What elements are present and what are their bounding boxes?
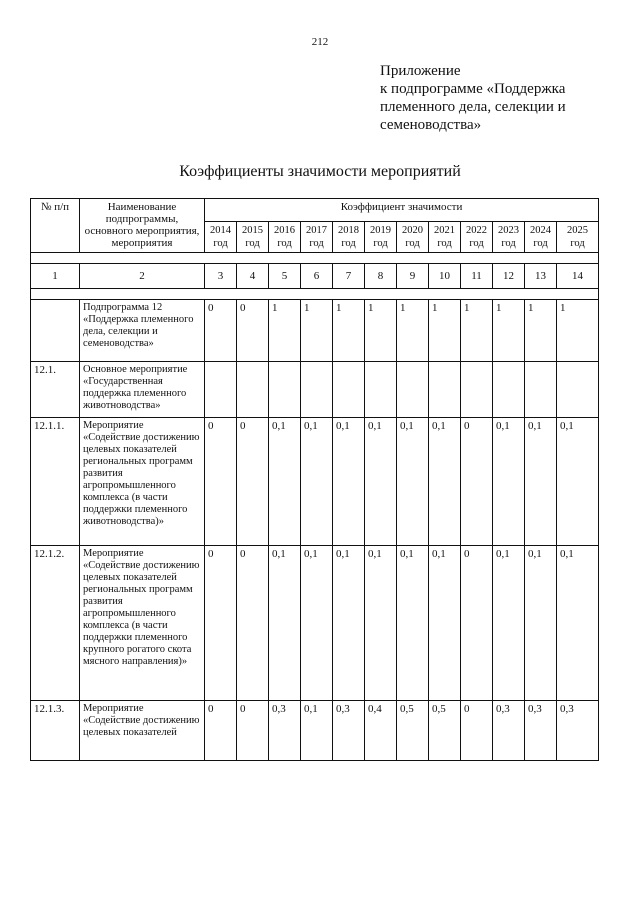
coefficient-value: 0,3 [333, 701, 365, 761]
coefficient-value: 0 [205, 546, 237, 701]
coefficient-value: 0,1 [429, 546, 461, 701]
coefficient-value: 0,1 [525, 546, 557, 701]
coefficient-value: 0 [237, 701, 269, 761]
coefficient-value: 0 [205, 300, 237, 362]
spacer-row [31, 253, 599, 264]
header-num: № п/п [31, 199, 80, 253]
coefficient-value [333, 362, 365, 418]
coefficient-value [365, 362, 397, 418]
column-number: 14 [557, 264, 599, 289]
header-name: Наименование подпрограммы, основного мероприятия, мероприятия [80, 199, 205, 253]
column-number: 13 [525, 264, 557, 289]
coefficient-value: 1 [493, 300, 525, 362]
header-year [525, 222, 557, 253]
year-unit: год [277, 238, 292, 249]
coefficient-value: 0,1 [397, 418, 429, 546]
document-title: Коэффициенты значимости мероприятий [179, 163, 461, 180]
coefficient-value: 0,1 [301, 701, 333, 761]
header-year [365, 222, 397, 253]
coefficient-value: 0,1 [301, 418, 333, 546]
spacer-cell [31, 253, 599, 264]
year-unit: год [533, 238, 548, 249]
coefficient-value: 0 [461, 418, 493, 546]
coefficient-value: 0 [237, 546, 269, 701]
coefficient-value [301, 362, 333, 418]
coefficient-value: 0,3 [269, 701, 301, 761]
column-number: 11 [461, 264, 493, 289]
row-name: Основное мероприятие «Государственная поддержка племенного животноводства» [80, 362, 205, 418]
appendix-line: Приложение [380, 63, 461, 79]
year-unit: год [245, 238, 260, 249]
coefficient-value: 1 [365, 300, 397, 362]
header-year [205, 222, 237, 253]
coefficient-value [461, 362, 493, 418]
coefficient-value: 1 [269, 300, 301, 362]
coefficient-value: 1 [333, 300, 365, 362]
coefficient-value: 0 [237, 418, 269, 546]
coefficient-value: 0,1 [333, 546, 365, 701]
coefficient-value: 0,5 [429, 701, 461, 761]
year-value: 2024 [530, 225, 551, 236]
coefficient-value: 0,1 [557, 418, 599, 546]
year-value: 2025 [567, 225, 589, 236]
year-value: 2017 [306, 225, 327, 236]
header-coefficient: Коэффициент значимости [205, 199, 599, 222]
table-body [31, 253, 599, 761]
coefficient-value: 0,1 [365, 418, 397, 546]
column-number: 12 [493, 264, 525, 289]
coefficient-value: 0,3 [557, 701, 599, 761]
table-row [31, 701, 599, 761]
year-unit: год [213, 238, 228, 249]
coefficient-value: 1 [557, 300, 599, 362]
year-value: 2018 [338, 225, 359, 236]
column-number: 5 [269, 264, 301, 289]
year-value: 2023 [498, 225, 519, 236]
coefficient-value: 0,4 [365, 701, 397, 761]
header-year [269, 222, 301, 253]
table-row [31, 418, 599, 546]
coefficient-value: 1 [397, 300, 429, 362]
column-number: 7 [333, 264, 365, 289]
header-year [493, 222, 525, 253]
coefficient-value: 0,1 [333, 418, 365, 546]
coefficients-table [30, 198, 599, 761]
header-row [31, 199, 599, 222]
column-number: 10 [429, 264, 461, 289]
year-unit: год [405, 238, 420, 249]
coefficient-value: 0,3 [493, 701, 525, 761]
coefficient-value [525, 362, 557, 418]
coefficient-value [237, 362, 269, 418]
appendix-note [380, 62, 620, 134]
coefficient-value: 1 [461, 300, 493, 362]
coefficient-value: 0,1 [493, 418, 525, 546]
year-value: 2016 [274, 225, 295, 236]
coefficient-value: 0,1 [269, 418, 301, 546]
year-unit: год [469, 238, 484, 249]
coefficient-value: 0 [205, 701, 237, 761]
year-value: 2014 [210, 225, 231, 236]
coefficient-value: 0,1 [557, 546, 599, 701]
coefficient-value: 1 [429, 300, 461, 362]
row-name: Мероприятие «Содействие достижению целевых показателей региональных программ развития агропромышленного комплекса (в части поддержки племенного животноводства)» [80, 418, 205, 546]
year-value: 2022 [466, 225, 487, 236]
header-year [557, 222, 599, 253]
row-code: 12.1.2. [31, 546, 80, 701]
coefficient-value: 0,1 [301, 546, 333, 701]
header-year [237, 222, 269, 253]
year-unit: год [437, 238, 452, 249]
coefficient-value [205, 362, 237, 418]
column-number-row [31, 264, 599, 289]
coefficient-value: 1 [301, 300, 333, 362]
year-unit: год [373, 238, 388, 249]
coefficient-value [493, 362, 525, 418]
coefficient-value [397, 362, 429, 418]
spacer-cell [31, 289, 599, 300]
coefficient-value: 0,1 [365, 546, 397, 701]
row-code [31, 300, 80, 362]
row-name: Мероприятие «Содействие достижению целевых показателей региональных программ развития агропромышленного комплекса (в части поддержки племенного крупного рогатого скота мясного направления)» [80, 546, 205, 701]
header-year [429, 222, 461, 253]
column-number: 8 [365, 264, 397, 289]
coefficient-value: 0,1 [429, 418, 461, 546]
year-value: 2020 [402, 225, 423, 236]
coefficient-value: 0,1 [493, 546, 525, 701]
coefficient-value: 0 [205, 418, 237, 546]
appendix-line: племенного дела, селекции и [380, 99, 566, 115]
year-unit: год [570, 238, 585, 249]
column-number: 9 [397, 264, 429, 289]
header-year [397, 222, 429, 253]
column-number: 2 [80, 264, 205, 289]
column-number: 4 [237, 264, 269, 289]
year-unit: год [309, 238, 324, 249]
table-row [31, 362, 599, 418]
appendix-line: семеноводства» [380, 117, 482, 133]
coefficient-value [269, 362, 301, 418]
year-value: 2019 [370, 225, 391, 236]
column-number: 3 [205, 264, 237, 289]
coefficient-value: 0,5 [397, 701, 429, 761]
header-year [301, 222, 333, 253]
page-number: 212 [311, 36, 329, 48]
coefficient-value: 1 [525, 300, 557, 362]
coefficient-value: 0,3 [525, 701, 557, 761]
coefficient-value [557, 362, 599, 418]
header-year [461, 222, 493, 253]
coefficient-value: 0 [461, 546, 493, 701]
table-row [31, 546, 599, 701]
year-value: 2021 [434, 225, 455, 236]
coefficient-value: 0 [461, 701, 493, 761]
column-number: 1 [31, 264, 80, 289]
year-unit: год [501, 238, 516, 249]
row-code: 12.1.1. [31, 418, 80, 546]
appendix-line: к подпрограмме «Поддержка [380, 81, 566, 97]
coefficient-value: 0 [237, 300, 269, 362]
coefficient-value: 0,1 [269, 546, 301, 701]
coefficient-value [429, 362, 461, 418]
table-row [31, 300, 599, 362]
row-name: Подпрограмма 12 «Поддержка племенного дела, селекции и семеноводства» [80, 300, 205, 362]
year-unit: год [341, 238, 356, 249]
header-year [333, 222, 365, 253]
coefficient-value: 0,1 [525, 418, 557, 546]
row-name: Мероприятие «Содействие достижению целевых показателей [80, 701, 205, 761]
year-value: 2015 [242, 225, 263, 236]
column-number: 6 [301, 264, 333, 289]
row-code: 12.1.3. [31, 701, 80, 761]
coefficient-value: 0,1 [397, 546, 429, 701]
row-code: 12.1. [31, 362, 80, 418]
spacer-row [31, 289, 599, 300]
